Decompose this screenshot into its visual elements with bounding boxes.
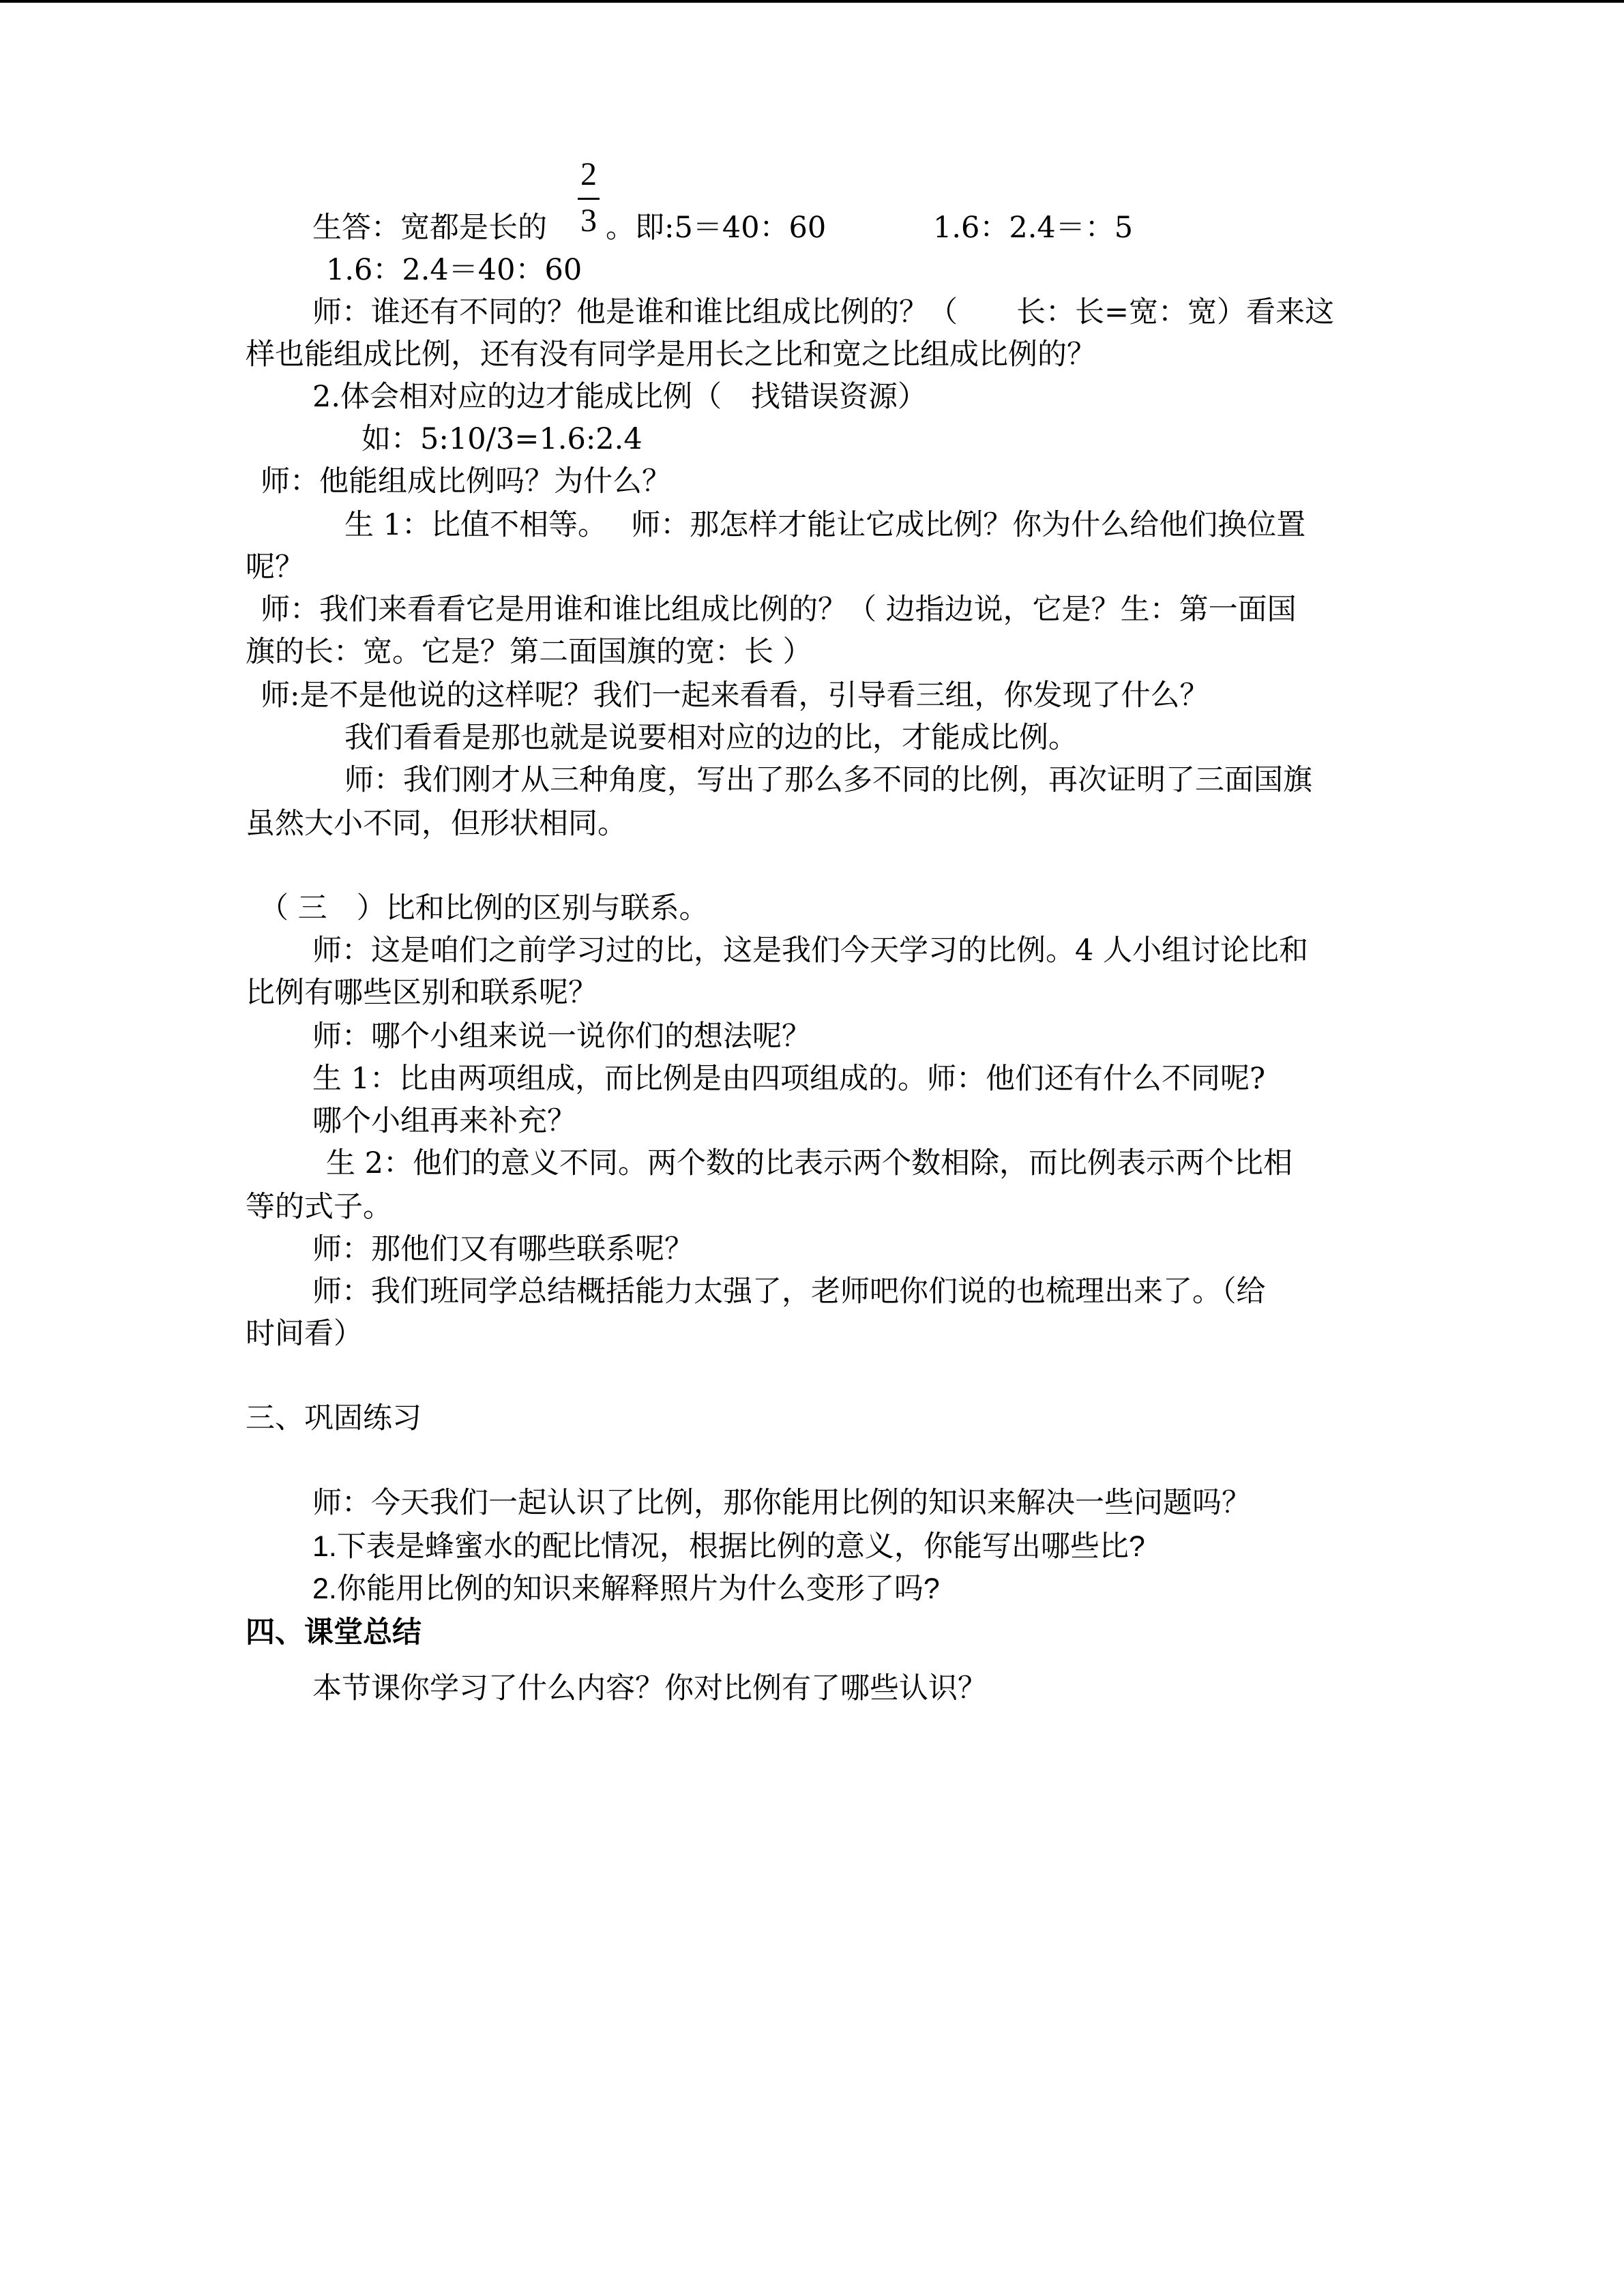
paragraph-line: 如：5:10/3=1.6:2.4 bbox=[361, 422, 643, 456]
paragraph-line: 1.6：2.4＝：5 bbox=[933, 211, 1134, 245]
section-heading: 三、巩固练习 bbox=[246, 1401, 422, 1435]
paragraph-line: 师：我们来看看它是用谁和谁比组成比例的？（ 边指边说，它是？生：第一面国 bbox=[261, 593, 1297, 627]
paragraph-line: 师:是不是他说的这样呢？我们一起来看看，引导看三组，你发现了什么？ bbox=[261, 679, 1209, 713]
fraction-bar bbox=[578, 198, 600, 200]
paragraph-line: 师：今天我们一起认识了比例，那你能用比例的知识来解决一些问题吗？ bbox=[312, 1486, 1251, 1520]
paragraph-line: 时间看） bbox=[246, 1317, 363, 1351]
paragraph-line: 2.体会相对应的边才能成比例（ 找错误资源） bbox=[312, 380, 928, 414]
paragraph-line: 比例有哪些区别和联系呢？ bbox=[246, 976, 597, 1010]
paragraph-line: 师：我们班同学总结概括能力太强了，老师吧你们说的也梳理出来了。（给 bbox=[312, 1274, 1266, 1309]
paragraph-line: 师：那他们又有哪些联系呢？ bbox=[312, 1232, 694, 1266]
section-heading-bold: 四、课堂总结 bbox=[246, 1616, 422, 1649]
paragraph-line: 师：我们刚才从三种角度，写出了那么多不同的比例，再次证明了三面国旗 bbox=[344, 763, 1312, 797]
page-top-border bbox=[0, 0, 1624, 3]
paragraph-line: 虽然大小不同，但形状相同。 bbox=[246, 807, 627, 841]
paragraph-line: 生 1：比由两项组成，而比例是由四项组成的。师：他们还有什么不同呢? bbox=[312, 1062, 1266, 1096]
exercise-item: 2.你能用比例的知识来解释照片为什么变形了吗? bbox=[312, 1572, 940, 1605]
paragraph-line: 哪个小组再来补充？ bbox=[312, 1104, 576, 1138]
paragraph-line: 呢？ bbox=[246, 550, 304, 584]
paragraph-line: 师：这是咱们之前学习过的比，这是我们今天学习的比例。4 人小组讨论比和 bbox=[312, 934, 1309, 968]
fraction-two-thirds bbox=[575, 150, 602, 245]
paragraph-line: 生 1：比值不相等。 师：那怎样才能让它成比例？你为什么给他们换位置 bbox=[344, 508, 1306, 542]
exercise-item: 1.下表是蜂蜜水的配比情况，根据比例的意义，你能写出哪些比? bbox=[312, 1530, 1145, 1563]
paragraph-line: 师：他能组成比例吗？为什么？ bbox=[261, 464, 671, 498]
section-heading: （ 三 ）比和比例的区别与联系。 bbox=[259, 891, 709, 925]
paragraph-line: 样也能组成比例，还有没有同学是用长之比和宽之比组成比例的？ bbox=[246, 338, 1096, 372]
paragraph-line: 等的式子。 bbox=[246, 1190, 392, 1224]
paragraph-line: 。即:5＝40：60 bbox=[606, 211, 827, 245]
fraction-denominator: 3 bbox=[580, 203, 597, 239]
paragraph-line: 生 2：他们的意义不同。两个数的比表示两个数相除，而比例表示两个比相 bbox=[326, 1146, 1293, 1180]
paragraph-line: 生答：宽都是长的 bbox=[312, 211, 547, 245]
paragraph-line: 师：谁还有不同的？他是谁和谁比组成比例的？（ 长：长=宽：宽）看来这 bbox=[312, 295, 1335, 329]
paragraph-line: 1.6：2.4＝40：60 bbox=[326, 253, 582, 287]
fraction-numerator: 2 bbox=[580, 156, 597, 192]
paragraph-line: 我们看看是那也就是说要相对应的边的比，才能成比例。 bbox=[344, 721, 1078, 755]
paragraph-line: 师：哪个小组来说一说你们的想法呢？ bbox=[312, 1019, 811, 1054]
paragraph-line: 本节课你学习了什么内容？你对比例有了哪些认识？ bbox=[312, 1672, 987, 1705]
paragraph-line: 旗的长：宽。它是？第二面国旗的宽：长 ） bbox=[246, 635, 812, 669]
